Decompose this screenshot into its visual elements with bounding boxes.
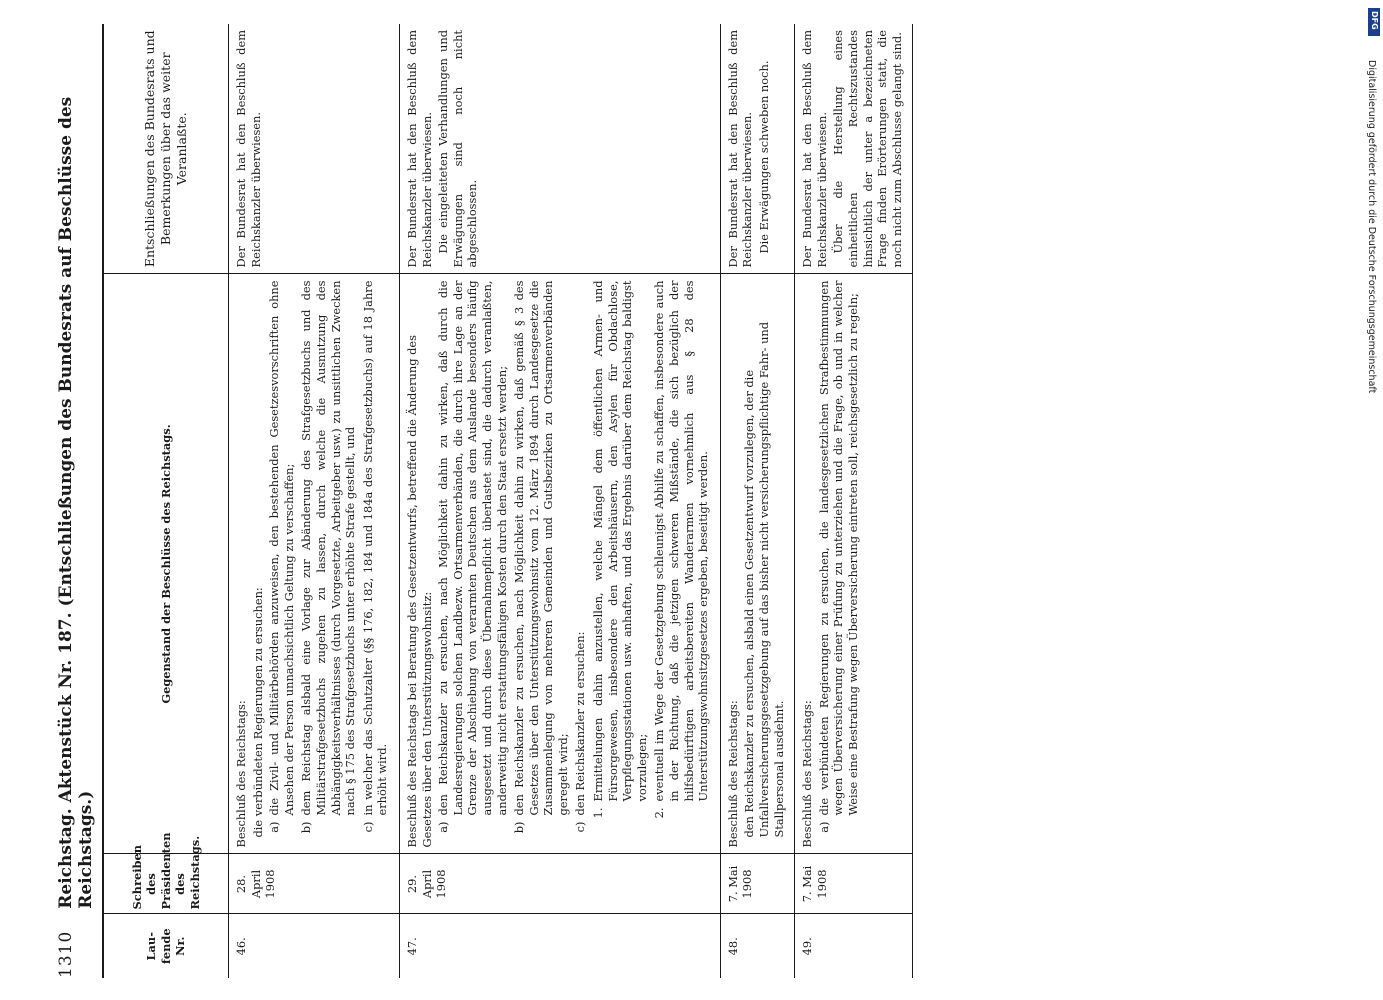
page-header <box>54 24 104 978</box>
entry-remark-paragraph: Die eingeleiteten Verhandlungen und Erwägungen sind noch nicht abgeschlossen. <box>436 30 480 268</box>
entry-remark-paragraph: Über die Herstellung eines einheitlichen Rechtszustandes hinsichtlich der unter a bezeichneten Frage finden Erörterungen statt, die noch nicht zum Abschlusse gelangt sind. <box>831 30 904 268</box>
entry-remark <box>795 24 913 274</box>
entry-item-letter: c) <box>573 821 588 833</box>
page-title: Reichstag. Aktenstück Nr. 187. (Entschließungen des Bundesrats auf Beschlüsse des Reichstags.) <box>56 96 96 909</box>
page-number: 1310 <box>56 930 76 978</box>
table-row <box>795 24 913 978</box>
entry-item <box>436 281 509 838</box>
entry-item-text: die verbündeten Regierungen zu ersuchen, die landesgesetzlichen Strafbestimmungen wegen Überversicherung einer Prüfung zu unterziehen und die Frage, ob und in welcher Weise eine Bestrafung wegen Überversicherung eintreten soll, reichsgesetzlich zu regeln; <box>816 280 860 816</box>
document-page <box>40 0 1220 1000</box>
entry-remark <box>229 24 400 274</box>
entry-item-letter: b) <box>299 821 314 834</box>
entry-remark <box>720 24 794 274</box>
entry-date: 28. April 1908 <box>229 854 400 914</box>
entry-number: 47. <box>399 914 720 978</box>
table-body <box>229 24 913 978</box>
entry-item-letter: a) <box>267 821 282 833</box>
table-row <box>720 24 794 978</box>
side-credit <box>1343 60 1383 820</box>
entry-subject <box>229 274 400 854</box>
entry-subitem <box>591 281 649 822</box>
entry-item <box>817 281 861 838</box>
entry-item-text: den Reichskanzler zu ersuchen, nach Möglichkeit dahin zu wirken, daß durch die Landesregierungen solchen Landbezw. Ortsarmenverbänden, die durch ihre Lage an der Grenze der Abschiebung von verarmten Deutschen aus dem Auslande besonders häufig ausgesetzt und durch diese Übernahmepflicht überlastet sind, die dadurch veranlaßten, anderweitig nicht erstattungsfähigen Kosten durch den Staat ersetzt werden; <box>436 280 509 816</box>
dfg-badge-text: DFG <box>1370 11 1379 30</box>
entry-subitem-number: 2. <box>652 807 667 819</box>
entry-subject <box>795 274 913 854</box>
entry-subject <box>399 274 720 854</box>
entry-item-text: dem Reichstag alsbald eine Vorlage zur Abänderung des Strafgesetzbuchs und des Militärstrafgesetzbuchs zugehen zu lassen, durch welche die Ausnutzung des Abhängigkeitsverhältnisses (durch Vorgesetzte, Arbeitgeber usw.) zu unsittlichen Zwecken nach § 175 des Strafgesetzbuchs unter erhöhte Strafe gestellt, und <box>299 280 358 816</box>
entry-remark-paragraph: Der Bundesrat hat den Beschluß dem Reichskanzler überwiesen. <box>234 30 263 268</box>
entry-number: 49. <box>795 914 913 978</box>
entry-item-text: die Zivil- und Militärbehörden anzuweisen, den bestehenden Gesetzesvorschriften ohne Ansehen der Person unnachsichtlich Geltung zu verschaffen; <box>267 280 296 816</box>
entry-date: 29. April 1908 <box>399 854 720 914</box>
entry-item-text: den Reichskanzler zu ersuchen, nach Möglichkeit dahin zu wirken, daß gemäß § 3 des Gesetzes über den Unterstützungswohnsitz vom 12. März 1894 durch Landesgesetze die Zusammenlegung von mehreren Gemeinden und Gutsbezirken zu Ortsarmenverbänden geregelt wird; <box>512 280 570 816</box>
column-header-date: Schreiben des Präsidenten des Reichstags. <box>104 854 229 914</box>
entry-item <box>573 281 588 838</box>
entry-remark <box>399 24 720 274</box>
entry-number: 46. <box>229 914 400 978</box>
column-header-subject: Gegenstand der Beschlüsse des Reichstags. <box>104 274 229 854</box>
entry-item <box>299 281 357 838</box>
entry-item-letter: a) <box>816 821 831 833</box>
resolutions-table <box>104 24 913 978</box>
entry-lead: den Reichskanzler zu ersuchen, alsbald einen Gesetzentwurf vorzulegen, der die Unfallversicherungsgesetzgebung auf das bisher nicht versicherungspflichtige Fahr- und Stallpersonal ausdehnt. <box>742 321 786 838</box>
entry-item-letter: b) <box>512 821 527 834</box>
column-header-remark: Entschließungen des Bundesrats und Bemerkungen über das weiter Veranlaßte. <box>104 24 229 274</box>
entry-subject <box>720 274 794 854</box>
entry-intro: Beschluß des Reichstags bei Beratung des Gesetzentwurfs, betreffend die Änderung des Gesetzes über den Unterstützungswohnsitz: <box>404 334 434 848</box>
entry-number: 48. <box>720 914 794 978</box>
entry-intro: Beschluß des Reichstags: <box>725 700 740 848</box>
entry-remark-paragraph: Der Bundesrat hat den Beschluß dem Reichskanzler überwiesen. <box>800 30 829 268</box>
dfg-badge <box>1368 8 1380 36</box>
entry-subitem-text: Ermittelungen dahin anzustellen, welche Mängel dem öffentlichen Armen- und Fürsorgewesen, insbesondere den Arbeitshäusern, den Asylen für Obdachlose, Verpflegungsstationen usw. anhaften, und das Ergebnis darüber dem Reichstag baldigst vorzulegen; <box>591 280 649 802</box>
table-row <box>399 24 720 978</box>
entry-intro: Beschluß des Reichstags: <box>800 700 815 848</box>
entry-subitem-text: eventuell im Wege der Gesetzgebung schleunigst Abhilfe zu schaffen, insbesondere auch in der Richtung, daß die jetzigen schweren Mißstände, die sich bezüglich der hilfsbedürftigen arbeitsbereiten Wanderarmen vornehmlich aus § 28 des Unterstützungswohnsitzgesetzes ergeben, beseitigt werden. <box>652 280 711 802</box>
side-credit-text: Digitalisierung gefördert durch die Deutsche Forschungsgemeinschaft <box>1366 60 1377 394</box>
entry-remark-paragraph: Die Erwägungen schweben noch. <box>757 60 771 254</box>
table-head <box>104 24 229 978</box>
entry-lead: die verbündeten Regierungen zu ersuchen: <box>250 587 265 838</box>
entry-item-text: den Reichskanzler zu ersuchen: <box>573 631 588 816</box>
entry-remark-paragraph: Der Bundesrat hat den Beschluß dem Reichskanzler überwiesen. <box>725 30 755 268</box>
entry-date: 7. Mai 1908 <box>720 854 794 914</box>
entry-item <box>361 281 390 838</box>
entry-item-letter: a) <box>436 821 451 833</box>
entry-item-text: in welcher das Schutzalter (§§ 176, 182, 184 und 184a des Strafgesetzbuchs) auf 18 Jahre erhöht wird. <box>360 280 390 816</box>
entry-item <box>512 281 570 838</box>
column-header-nr: Lau-fende Nr. <box>104 914 229 978</box>
entry-item <box>267 281 296 838</box>
entry-item-letter: c) <box>360 821 375 833</box>
entry-intro: Beschluß des Reichstags: <box>234 700 248 848</box>
entry-date: 7. Mai 1908 <box>795 854 913 914</box>
entry-subitem <box>652 281 710 822</box>
table-row <box>229 24 400 978</box>
entry-subitem-number: 1. <box>591 807 606 819</box>
entry-remark-paragraph: Der Bundesrat hat den Beschluß dem Reichskanzler überwiesen. <box>404 30 434 268</box>
